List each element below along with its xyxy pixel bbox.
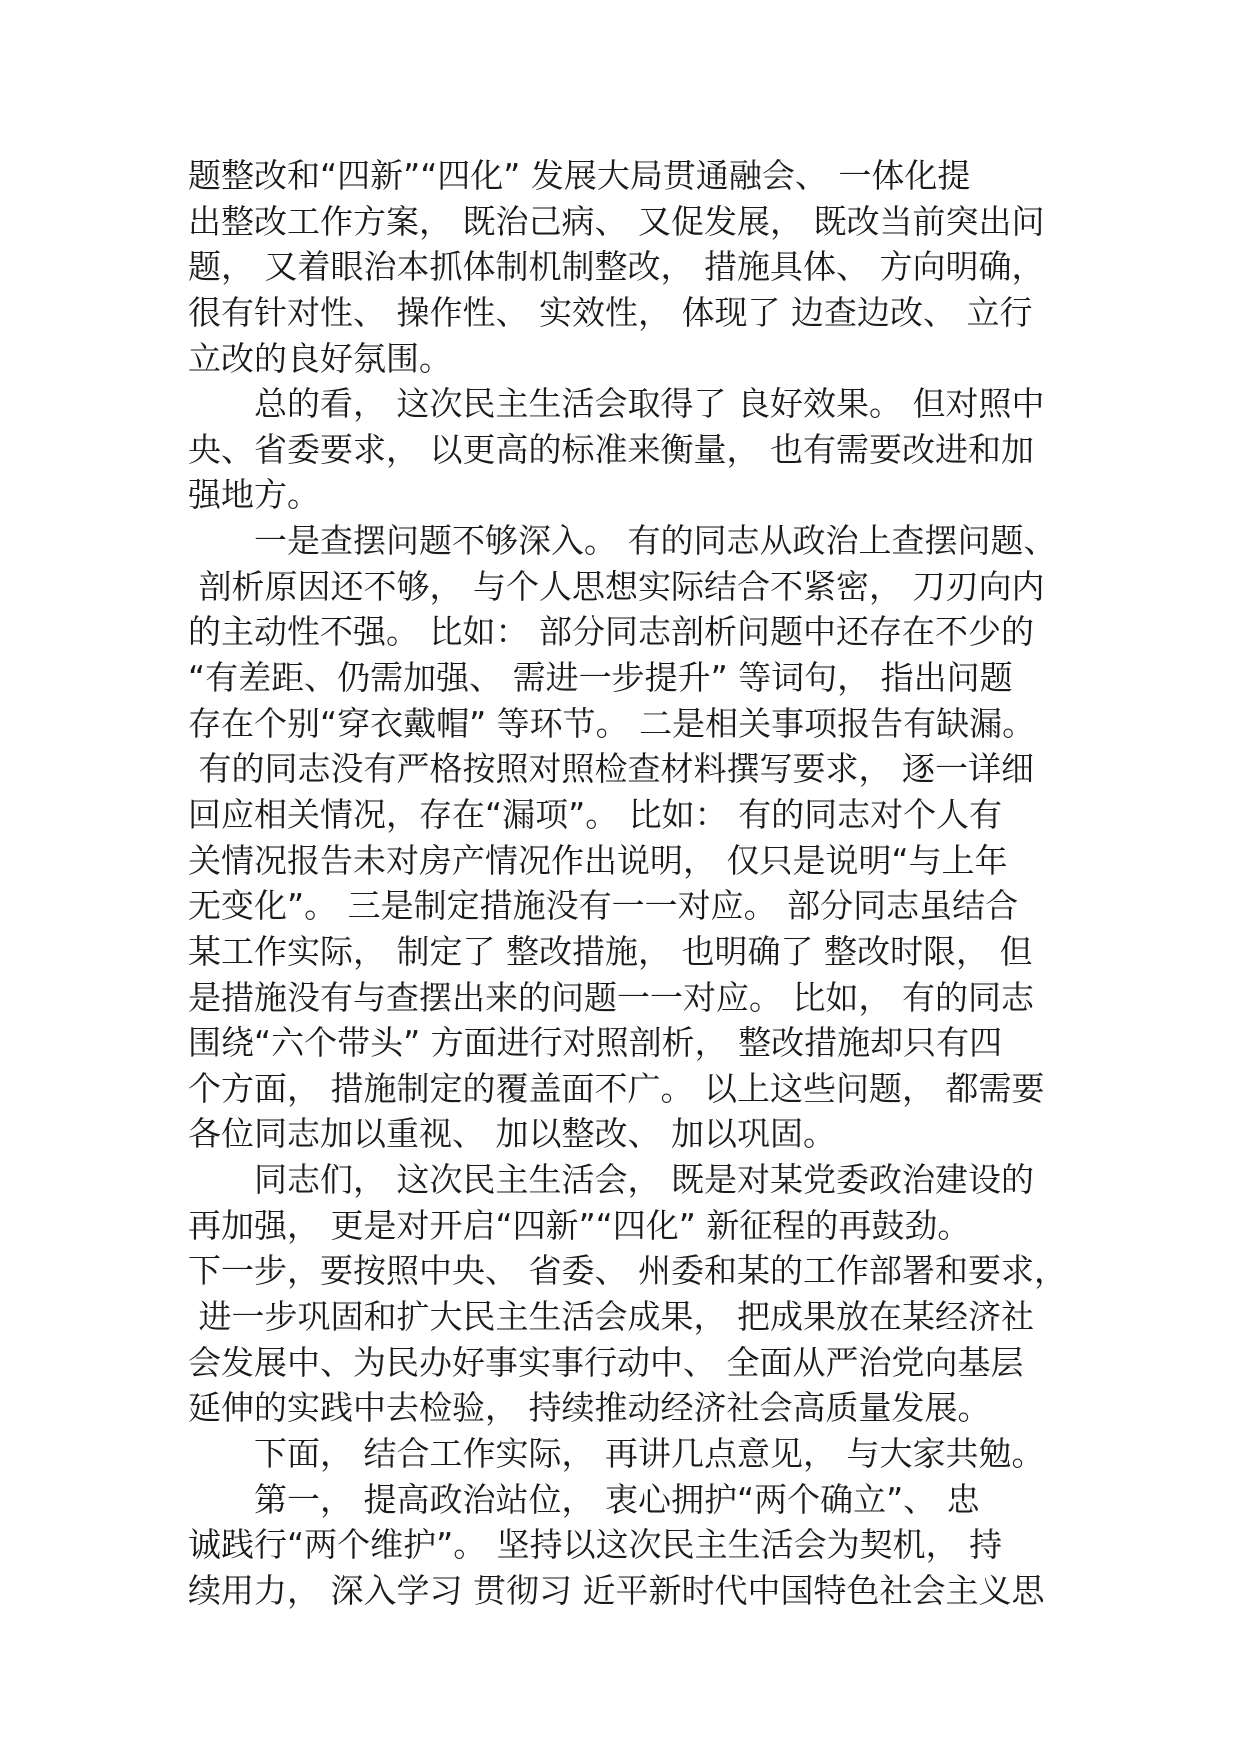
text-line: 题整改和“四新”“四化” 发展大局贯通融会、 一体化提 xyxy=(188,156,971,195)
text-line: 总的看， 这次民主生活会取得了 良好效果。 但对照中 xyxy=(254,384,1045,424)
text-line: 强地方。 xyxy=(188,475,320,515)
text-line: 的主动性不强。 比如： 部分同志剖析问题中还存在不少的 xyxy=(188,612,1034,652)
text-line: 围绕“六个带头” 方面进行对照剖析， 整改措施却只有四 xyxy=(188,1023,1003,1063)
text-line: “有差距、仍需加强、 需进一步提升” 等词句， 指出问题 xyxy=(188,658,1013,698)
text-line: 出整改工作方案， 既治己病、 又促发展， 既改当前突出问 xyxy=(188,201,1045,241)
text-line: 同志们， 这次民主生活会， 既是对某党委政治建设的 xyxy=(254,1160,1034,1200)
text-line: 剖析原因还不够， 与个人思想实际结合不紧密， 刀刃向内 xyxy=(188,566,1045,606)
text-line: 无变化”。 三是制定措施没有一一对应。 部分同志虽结合 xyxy=(188,886,1019,926)
text-line: 会发展中、为民办好事实事行动中、 全面从严治党向基层 xyxy=(188,1342,1024,1382)
text-line: 再加强， 更是对开启“四新”“四化” 新征程的再鼓劲。 xyxy=(188,1205,971,1245)
text-line: 进一步巩固和扩大民主生活会成果， 把成果放在某经济社 xyxy=(188,1297,1034,1337)
text-line: 下一步，要按照中央、 省委、 州委和某的工作部署和要求， xyxy=(188,1251,1067,1291)
text-line: 存在个别“穿衣戴帽” 等环节。 二是相关事项报告有缺漏。 xyxy=(188,703,1036,743)
text-line: 题， 又着眼治本抓体制机制整改， 措施具体、 方向明确， xyxy=(188,247,1045,287)
text-line: 诚践行“两个维护”。 坚持以这次民主生活会为契机， 持 xyxy=(188,1525,1003,1565)
text-line: 个方面， 措施制定的覆盖面不广。 以上这些问题， 都需要 xyxy=(188,1068,1045,1108)
text-line: 很有针对性、 操作性、 实效性， 体现了 边查边改、 立行 xyxy=(188,292,1033,332)
text-line: 各位同志加以重视、 加以整改、 加以巩固。 xyxy=(188,1114,836,1154)
text-line: 延伸的实践中去检验， 持续推动经济社会高质量发展。 xyxy=(188,1388,991,1428)
text-line: 回应相关情况，存在“漏项”。 比如： 有的同志对个人有 xyxy=(188,794,1003,834)
text-line: 一是查摆问题不够深入。 有的同志从政治上查摆问题、 xyxy=(254,521,1057,561)
body-text xyxy=(188,153,1088,1614)
text-line: 央、省委要求， 以更高的标准来衡量， 也有需要改进和加 xyxy=(188,429,1034,469)
text-line: 有的同志没有严格按照对照检查材料撰写要求， 逐一详细 xyxy=(188,749,1034,789)
text-line: 续用力， 深入学习 贯彻习 近平新时代中国特色社会主义思 xyxy=(188,1570,1045,1610)
text-line: 是措施没有与查摆出来的问题一一对应。 比如， 有的同志 xyxy=(188,977,1034,1017)
text-line: 某工作实际， 制定了 整改措施， 也明确了 整改时限， 但 xyxy=(188,931,1033,971)
text-line: 关情况报告未对房产情况作出说明， 仅只是说明“与上年 xyxy=(188,840,1008,880)
text-line: 第一， 提高政治站位， 衷心拥护“两个确立”、 忠 xyxy=(254,1479,980,1519)
text-line: 下面， 结合工作实际， 再讲几点意见， 与大家共勉。 xyxy=(254,1433,1045,1473)
text-line: 立改的良好氛围。 xyxy=(188,338,452,378)
